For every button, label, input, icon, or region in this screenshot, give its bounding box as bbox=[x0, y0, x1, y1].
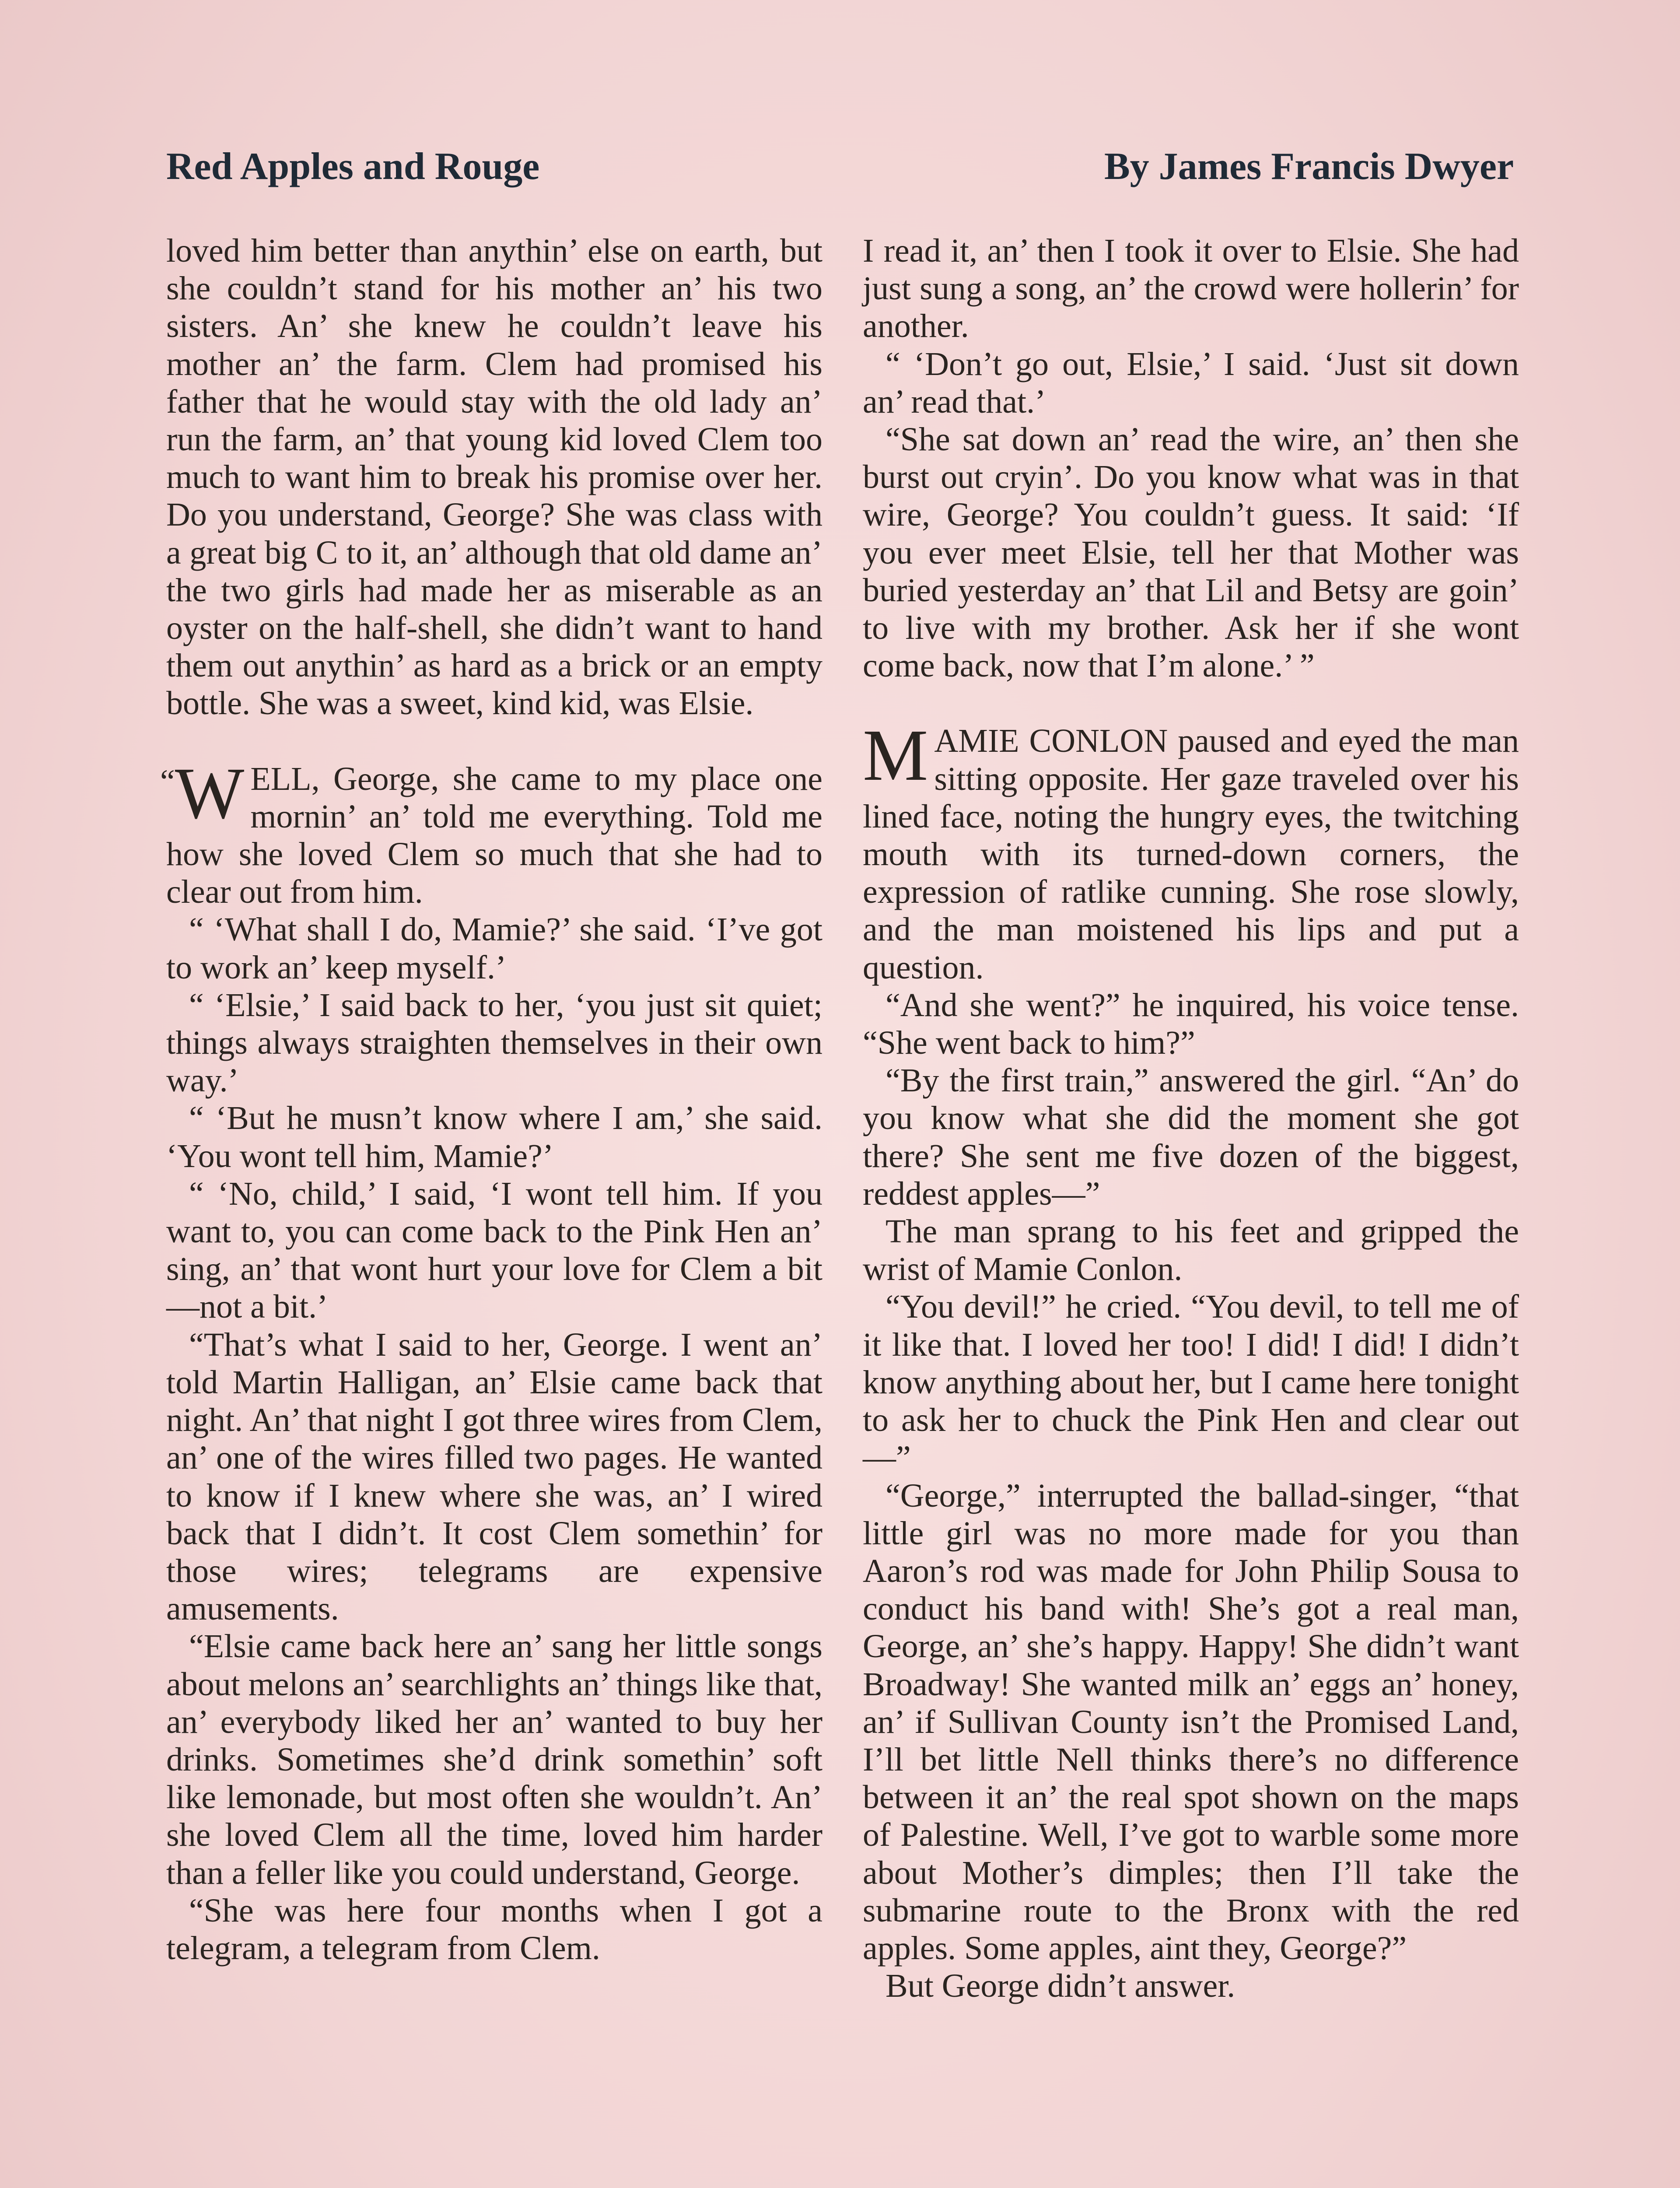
paragraph: “That’s what I said to her, George. I went an’ told Martin Halligan, an’ Elsie came back that night. An’ that night I got three wires from Clem, an’ one of the wires filled two pages. He wanted to know if I knew where she was, an’ I wired back that I didn’t. It cost Clem somethin’ for those wires; telegrams are expensive amusements. bbox=[166, 1326, 822, 1627]
paragraph: “By the first train,” answered the girl. “An’ do you know what she did the moment she got there? She sent me five dozen of the biggest, reddest apples—” bbox=[863, 1062, 1519, 1212]
left-column bbox=[160, 232, 822, 1967]
paragraph: “And she went?” he inquired, his voice tense. “She went back to him?” bbox=[863, 986, 1519, 1062]
paragraph: But George didn’t answer. bbox=[886, 1967, 1236, 2005]
paragraph: The man sprang to his feet and gripped the wrist of Mamie Conlon. bbox=[863, 1213, 1519, 1288]
paragraph: “ ‘Elsie,’ I said back to her, ‘you just sit quiet; things always straighten themselves in their own way.’ bbox=[166, 986, 822, 1099]
paragraph: “She was here four months when I got a telegram, a telegram from Clem. bbox=[166, 1892, 822, 1967]
paragraph: “ ‘Don’t go out, Elsie,’ I said. ‘Just sit down an’ read that.’ bbox=[863, 345, 1519, 420]
paragraph: “ ‘But he musn’t know where I am,’ she said. ‘You wont tell him, Mamie?’ bbox=[166, 1100, 822, 1175]
paragraph: “ ‘What shall I do, Mamie?’ she said. ‘I’ve got to work an’ keep myself.’ bbox=[166, 911, 822, 986]
right-column bbox=[863, 232, 1519, 2005]
drop-cap: M bbox=[863, 715, 928, 796]
running-head bbox=[166, 144, 1514, 197]
paragraph: “George,” interrupted the ballad-singer, “that little girl was no more made for you than Aaron’s rod was made for John Philip Sousa to conduct his band with! She’s got a real man, George, an’ she’s happy. Happy! She didn’t want Broadway! She wanted milk an’ eggs an’ honey, an’ if Sullivan County isn’t the Promised Land, I’ll bet little Nell thinks there’s no difference between it an’ the real spot shown on the maps of Palestine. Well, I’ve got to warble some more about Mother’s dimples; then I’ll take the submarine route to the Bronx with the red apples. Some apples, aint they, George?” bbox=[863, 1477, 1519, 1967]
drop-cap: “W bbox=[160, 752, 245, 834]
dropcap-paragraph: MAMIE CONLON paused and eyed the man sitting opposite. Her gaze traveled over his lined face, noting the hungry eyes, the twitching mouth with its turned-down corners, the expression of ratlike cunning. She rose slowly, and the man moistened his lips and put a question. bbox=[863, 715, 1519, 986]
paragraph: “ ‘No, child,’ I said, ‘I wont tell him. If you want to, you can come back to the Pink Hen an’ sing, an’ that wont hurt your love for Clem a bit—not a bit.’ bbox=[166, 1175, 822, 1325]
paragraph: I read it, an’ then I took it over to Elsie. She had just sung a song, an’ the crowd were hollerin’ for another. bbox=[863, 232, 1519, 345]
paragraph: “You devil!” he cried. “You devil, to tell me of it like that. I loved her too! I did! I did! I didn’t know anything about her, but I came here tonight to ask her to chuck the Pink Hen and clear out—” bbox=[863, 1288, 1519, 1476]
dropcap-paragraph: “W ELL, George, she came to my place one mornin’ an’ told me everything. Told me how she loved Clem so much that she had to clear out from him. bbox=[160, 752, 822, 911]
story-title: Red Apples and Rouge bbox=[166, 145, 540, 188]
paragraph: “Elsie came back here an’ sang her little songs about melons an’ searchlights an’ things like that, an’ everybody liked her an’ wanted to buy her drinks. Sometimes she’d drink somethin’ soft like lemonade, but most often she wouldn’t. An’ she loved Clem all the time, loved him harder than a feller like you could understand, George. bbox=[166, 1628, 822, 1891]
paragraph: “She sat down an’ read the wire, an’ then she burst out cryin’. Do you know what was in that wire, George? You couldn’t guess. It said: ‘If you ever meet Elsie, tell her that Mother was buried yesterday an’ that Lil and Betsy are goin’ to live with my brother. Ask her if she wont come back, now that I’m alone.’ ” bbox=[863, 421, 1519, 684]
story-byline: By James Francis Dwyer bbox=[1104, 145, 1514, 188]
paragraph: loved him better than anythin’ else on earth, but she couldn’t stand for his mother an’ his two sisters. An’ she knew he couldn’t leave his mother an’ the farm. Clem had promised his father that he would stay with the old lady an’ run the farm, an’ that young kid loved Clem too much to want him to break his promise over her. Do you understand, George? She was class with a great big C to it, an’ although that old dame an’ the two girls had made her as miserable as an oyster on the half-shell, she didn’t want to hand them out anythin’ as hard as a brick or an empty bottle. She was a sweet, kind kid, was Elsie. bbox=[166, 232, 822, 722]
